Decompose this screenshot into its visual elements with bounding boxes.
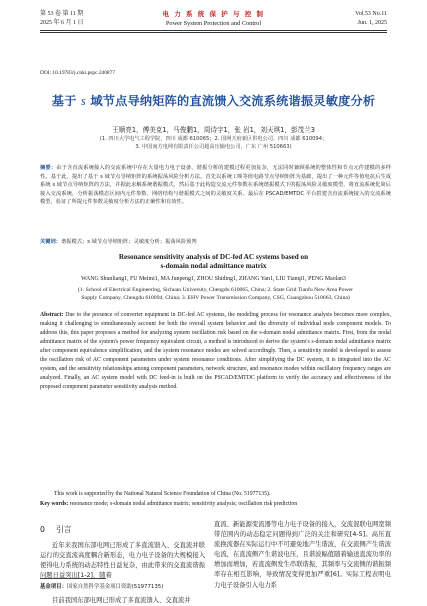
header-rule-thick — [40, 30, 387, 31]
header-journal — [40, 10, 387, 28]
affiliation-en-line-1: (1. School of Electrical Engineering, Sichuan University, Chengdu 610065, China; 2. State Grid Tianfu New Area Power — [78, 287, 353, 293]
header-rule-thin — [40, 32, 387, 33]
authors-en: WANG Shunliang1, FU Meimi1, MA Junpeng1, ZHOU Shiding1, ZHANG Yan1, LIU Tianqi1, PENG Maolan3 — [81, 276, 346, 282]
volume-en: Vol.53 No.11 — [355, 11, 387, 17]
body-left-column — [40, 520, 205, 581]
section-heading-intro — [40, 524, 205, 535]
support-statement-en: This work is supported by the National Natural Science Foundation of China (No. 51977135). — [54, 491, 271, 497]
title-cn-rest: 域节点导纳矩阵的直流馈入交流系统谐振灵敏度分析 — [85, 94, 376, 108]
footnote-rule — [40, 578, 106, 579]
abstract-en — [40, 311, 391, 392]
keywords-en-label: Key words: — [40, 501, 69, 507]
title-en-line-1: Resonance sensitivity analysis of DC-fed AC systems based on — [118, 253, 309, 261]
affiliations-en — [40, 286, 391, 302]
abstract-cn-text: 由于含直流系统接入的交流系统中存在大量电力电子设备，谐振分析的建模过程更加复杂，无法同时兼顾系统的整体性和节点元件建模的多样性。基于此，提出了基于 s 域节点导纳矩阵的系统振荡风险分析方法。首先以系统工频等值电路节点导纳矩阵为基础，提出了一种元件等值电抗后生成系统 s 域节点导纳矩阵的方法，并据此求解系统谐振模式，然后基于此构造交流元件参数在系统谐振模式下的振荡风险灵敏度模型，将直流系统化简后接入交流系统，分析振荡模态区间内元件参数、网络结构与谐振模式之间的灵敏度关系。最后在 PSCAD/EMTDC 平台搭建含直流系统接入的交流系统模型，验证了所提元件参数灵敏度分析方法的正确性和有效性。 — [40, 165, 392, 206]
header-volume-en — [355, 10, 387, 28]
affiliation-en-line-2: Supply Company, Chengdu 610094, China; 3. EHV Power Transmission Company, CSG, Guangzhou 510663, China) — [81, 295, 350, 302]
section-title: 引言 — [56, 525, 72, 534]
title-en-line-2: s-domain nodal admittance matrix — [160, 262, 267, 271]
title-cn-variable: s — [80, 94, 86, 108]
journal-name-en: Power System Protection and Control — [165, 20, 262, 27]
volume-cn: 第 53 卷 第 11 期 — [40, 11, 84, 17]
keywords-cn-label: 关键词： — [40, 239, 61, 245]
date-cn: 2025 年 6 月 1 日 — [40, 20, 84, 26]
title-en — [40, 253, 387, 271]
keywords-en-text: resonance mode; s-domain nodal admittance matrix; sensitivity analysis; oscillation risk prediction — [69, 501, 298, 507]
doi: DOI: 10.19783/j.cnki.pspc.240877 — [40, 70, 116, 76]
abstract-en-label: Abstract: — [40, 312, 64, 318]
section-number: 0 — [40, 525, 45, 534]
keywords-cn-text: 谐振模式；s 域节点导纳矩阵；灵敏度分析；振荡风险预判 — [61, 239, 197, 245]
title-cn-prefix: 基于 — [51, 94, 77, 108]
intro-paragraph-left: 近年来我国东部电网已形成了多直流馈入、交直流并联运行的交直流高度耦合新形态，电力电子设备的大规模接入使得电力系统的动态特性日益复杂，由此带来的交直流谐振问题日益突出[1-2]，随着 — [40, 542, 205, 580]
body-left-column-continued — [40, 596, 205, 606]
journal-name-cn: 电 力 系 统 保 护 与 控 制 — [162, 10, 265, 18]
affiliation-cn-line-2: 3. 中国南方电网有限责任公司超高压输电公司，广东 广州 510663) — [135, 144, 292, 150]
keywords-cn — [40, 237, 391, 245]
affiliation-cn-line-1: (1. 四川大学电气工程学院，四川 成都 610065；2. 国网天府新区供电公司，四川 成都 610094； — [99, 136, 328, 142]
body-right-column — [214, 520, 391, 591]
funding-text: 国家自然科学基金项目资助(51977135) — [66, 584, 164, 590]
title-cn — [30, 92, 397, 109]
running-header — [40, 10, 387, 36]
abstract-cn-label: 摘要： — [40, 165, 57, 171]
abstract-en-text: Due to the presence of converter equipment in DC-fed AC systems, the modeling process for resonance analysis becomes more complex, making it challenging to simultaneously account for both the overall system behavior and the diversity of individual node component models. To address this, this paper proposes a method for analyzing system oscillation risk based on the s-domain nodal admittance matrix. First, from the nodal admittance matrix of the system's power frequency equivalent circuit, a method is introduced to derive the system's s-domain nodal admittance matrix after component equivalence simplification, and the system resonance modes are solved accordingly. Then, a sensitivity model is developed to assess the oscillation risk of AC component parameters under system resonance conditions. After simplifying the DC system, it is integrated into the AC system, and the sensitivity relationships among component parameters, network structure, and resonance modes within oscillatory frequency ranges are analyzed. Finally, an AC system model with DC feed-in is built on the PSCAD/EMTDC platform to verify the accuracy and effectiveness of the proposed component parameter sensitivity analysis method. — [40, 312, 391, 391]
funding-label: 基金项目： — [40, 584, 67, 590]
abstract-cn — [40, 164, 391, 207]
authors-cn: 王顺亮1，傅美克1，马俊鹏1，周诗宇1，张 岩1，刘天琪1，彭茂兰3 — [112, 126, 315, 134]
keywords-en — [40, 501, 391, 507]
intro-paragraph-right: 直流、新能源变流器等电力电子设备的接入，交流混联电网宽频带范围内的动态稳定问题得到广泛的关注和研究[4-5]。高压直流换流器在实际运行中不可避免地产生谐波，在交流侧产生谐波电流，在直流侧产生谐波电压，且谐波幅值随着输送直流功率的增加而增加，若直流侧发生串联谐振，其频率与交流侧的谐振频率存在相互影响，导致情况变得更加严重[6]。实际工程表明电力电子设备引入电力系 — [214, 521, 391, 589]
funding-footnote — [40, 582, 210, 590]
date-en: Jun. 1, 2025 — [357, 20, 387, 26]
intro-paragraph-2: 目前我国东部电网已形成了多直流馈入、交直流并 — [52, 597, 191, 604]
